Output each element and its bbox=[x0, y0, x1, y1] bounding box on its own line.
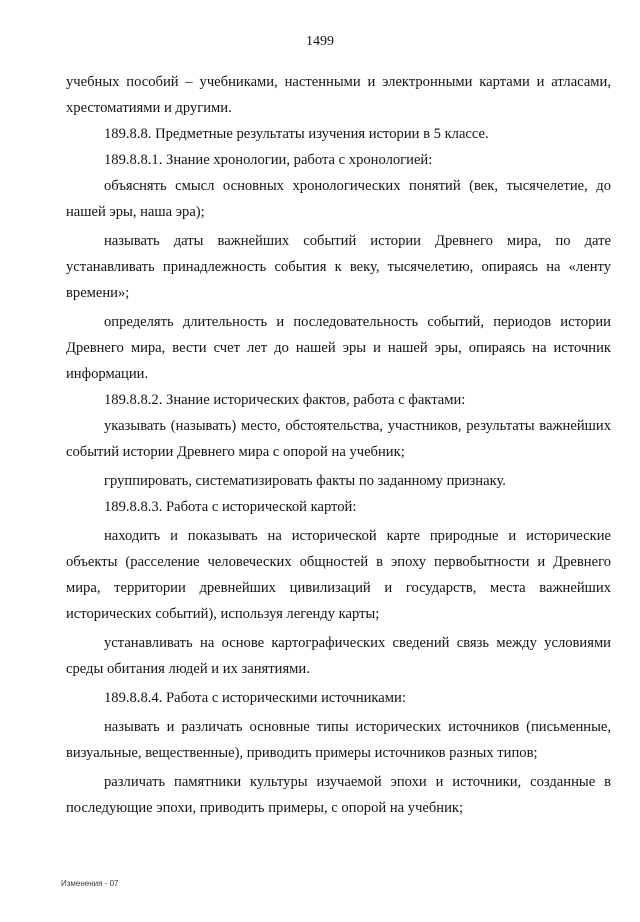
paragraph-section-189-8-8-3: 189.8.8.3. Работа с исторической картой: bbox=[104, 499, 357, 515]
paragraph-map-objects: находить и показывать на исторической карте природные и исторические объекты (расселение человеческих общностей в эпоху первобытности и Древнего мира, территории древнейших цивилизаций и государств, места важнейших исторических событий), используя легенду карты; bbox=[66, 528, 611, 622]
paragraph-source-types: называть и различать основные типы исторических источников (письменные, визуальные, вещественные), приводить примеры источников разных типов; bbox=[66, 719, 611, 761]
paragraph-section-189-8-8-1: 189.8.8.1. Знание хронологии, работа с хронологией: bbox=[104, 152, 433, 168]
paragraph-continuation: учебных пособий – учебниками, настенными и электронными картами и атласами, хрестоматиями и другими. bbox=[66, 74, 611, 116]
paragraph-map-connections: устанавливать на основе картографических сведений связь между условиями среды обитания людей и их занятиями. bbox=[66, 635, 611, 677]
footer-revision-note: Изменения - 07 bbox=[61, 879, 119, 888]
paragraph-section-189-8-8-4: 189.8.8.4. Работа с историческими источниками: bbox=[104, 690, 406, 706]
paragraph-indicate-events: указывать (называть) место, обстоятельства, участников, результаты важнейших событий истории Древнего мира с опорой на учебник; bbox=[66, 418, 611, 460]
page-number: 1499 bbox=[306, 34, 334, 49]
paragraph-chronology-concepts: объяснять смысл основных хронологических понятий (век, тысячелетие, до нашей эры, наша эра); bbox=[66, 178, 611, 220]
paragraph-section-189-8-8: 189.8.8. Предметные результаты изучения истории в 5 классе. bbox=[104, 126, 489, 142]
paragraph-section-189-8-8-2: 189.8.8.2. Знание исторических фактов, работа с фактами: bbox=[104, 392, 466, 408]
paragraph-culture-monuments: различать памятники культуры изучаемой эпохи и источники, созданные в последующие эпохи, приводить примеры, с опорой на учебник; bbox=[66, 774, 611, 816]
document-body bbox=[66, 69, 611, 824]
paragraph-event-dates: называть даты важнейших событий истории Древнего мира, по дате устанавливать принадлежность события к веку, тысячелетию, опираясь на «ленту времени»; bbox=[66, 233, 611, 301]
paragraph-group-facts: группировать, систематизировать факты по заданному признаку. bbox=[104, 473, 506, 489]
paragraph-duration-sequence: определять длительность и последовательность событий, периодов истории Древнего мира, вести счет лет до нашей эры и нашей эры, опираясь на источник информации. bbox=[66, 314, 611, 382]
